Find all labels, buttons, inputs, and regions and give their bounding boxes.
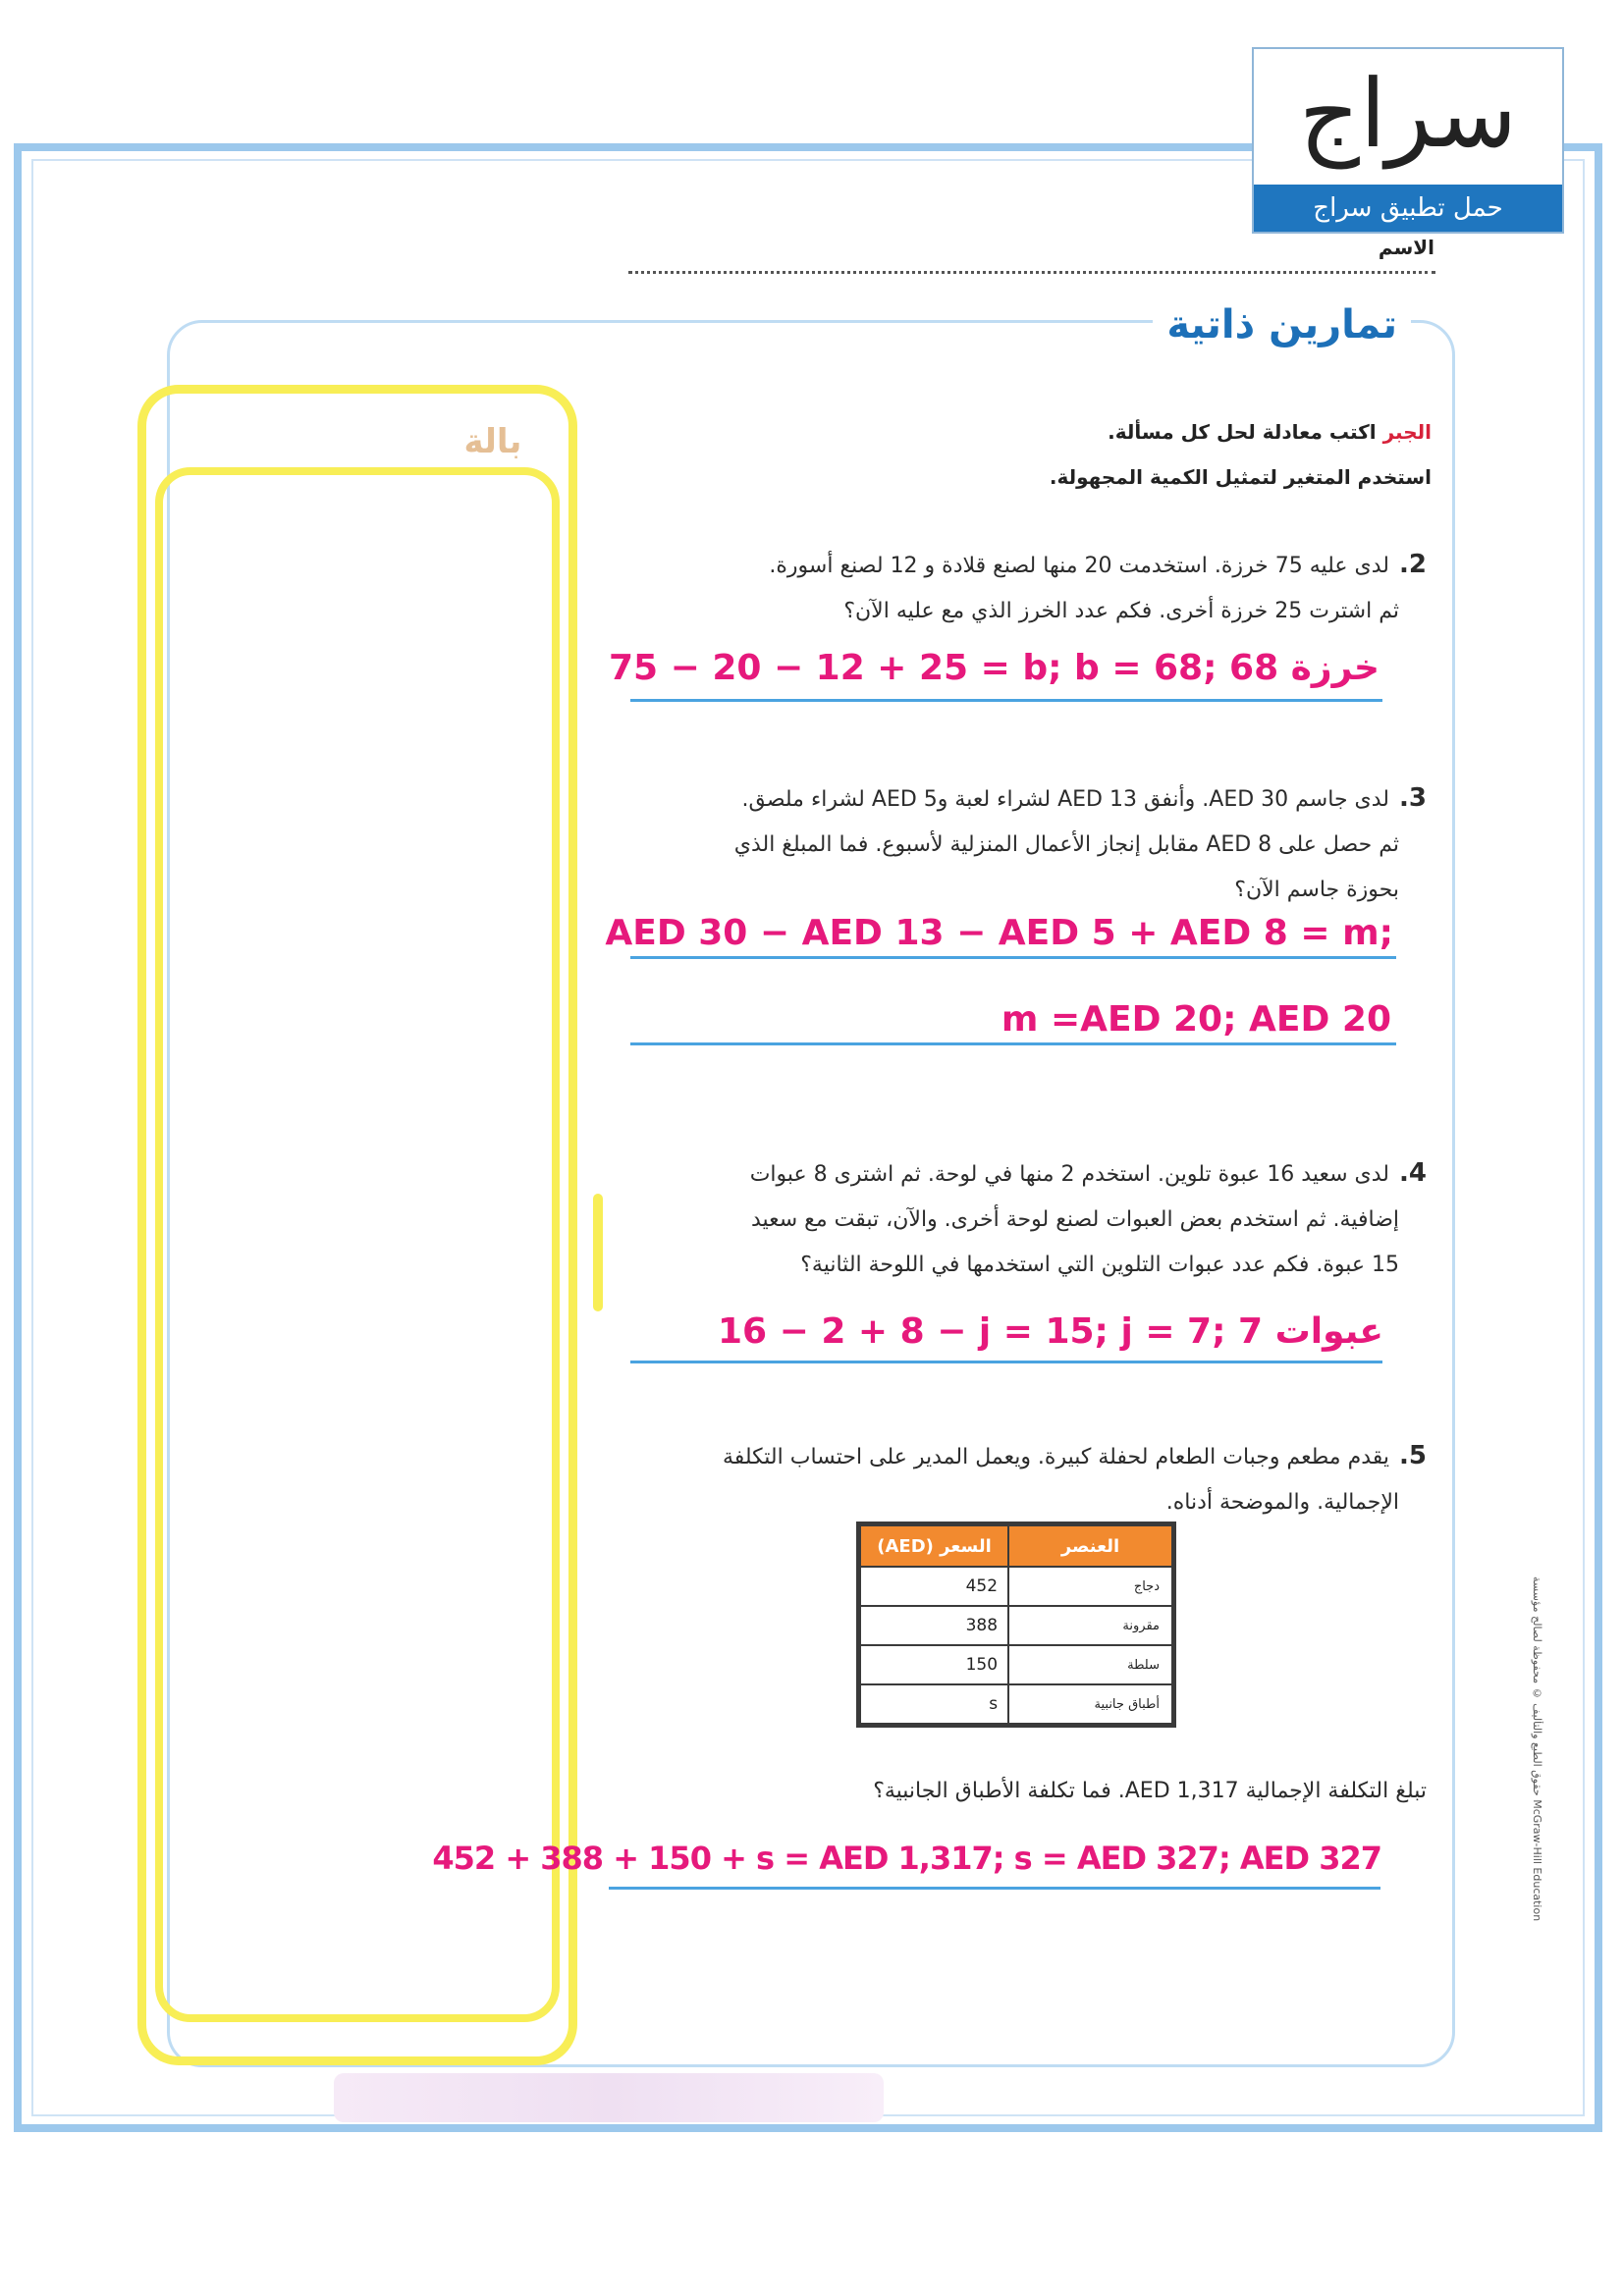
instruction-tag: الجبر	[1382, 420, 1432, 444]
table-row	[859, 1645, 1174, 1684]
answer-5: 452 + 388 + 150 + s = AED 1,317; s = AED 327; AED 327	[432, 1840, 1381, 1877]
question-3	[661, 775, 1427, 913]
table-row	[859, 1567, 1174, 1606]
answer-line	[630, 956, 1396, 959]
question-number: 2.	[1399, 550, 1427, 579]
section-title: تمارين ذاتية	[1153, 302, 1411, 347]
cost-table	[856, 1522, 1176, 1728]
question-number: 4.	[1399, 1158, 1427, 1188]
stamp-mark: بالة	[463, 422, 522, 461]
logo-tagline: حمل تطبيق سراج	[1254, 185, 1562, 232]
table-header: السعر (AED)	[859, 1524, 1009, 1568]
table-cell: 452	[859, 1567, 1009, 1606]
answer-line	[630, 1361, 1382, 1363]
question-number: 5.	[1399, 1441, 1427, 1470]
answer-line	[630, 1042, 1396, 1045]
table-cell: 388	[859, 1606, 1009, 1645]
answer-3b: m =AED 20; AED 20	[1001, 999, 1391, 1040]
table-cell: دجاج	[1008, 1567, 1173, 1606]
table-cell: مقرونة	[1008, 1606, 1173, 1645]
answer-4: 16 − 2 + 8 − j = 15; j = 7; 7 عبوات	[718, 1311, 1383, 1352]
question-text: لدى جاسم 30 AED. وأنفق 13 AED لشراء لعبة و5 AED لشراء ملصق.	[741, 787, 1390, 812]
table-row	[859, 1684, 1174, 1726]
question-5-followup: تبلغ التكلفة الإجمالية 1,317 AED. فما تكلفة الأطباق الجانبية؟	[873, 1779, 1427, 1803]
answer-line	[630, 699, 1382, 702]
question-text: الإجمالية. والموضحة أدناه.	[1165, 1490, 1399, 1515]
answer-line	[609, 1887, 1380, 1890]
copyright-note: حقوق الطبع والتأليف © محفوظة لصالح مؤسسة McGraw-Hill Education	[1531, 1576, 1543, 1922]
siraj-logo[interactable]	[1252, 47, 1564, 234]
table-cell: سلطة	[1008, 1645, 1173, 1684]
question-text: إضافية. ثم استخدم بعض العبوات لصنع لوحة أخرى. والآن، تبقت مع سعيد	[750, 1207, 1399, 1232]
question-text: ثم اشترت 25 خرزة أخرى. فكم عدد الخرز الذي مع عليه الآن؟	[843, 599, 1399, 623]
instruction-text-2: استخدم المتغير لتمثيل الكمية المجهولة.	[1049, 465, 1432, 489]
table-header: العنصر	[1008, 1524, 1173, 1568]
instruction-line-1	[1108, 420, 1432, 444]
table-cell: أطباق جانبية	[1008, 1684, 1173, 1726]
answer-2: 75 − 20 − 12 + 25 = b; b = 68; 68 خرزة	[609, 648, 1380, 688]
table-row	[859, 1606, 1174, 1645]
question-2	[661, 542, 1427, 634]
question-text: 15 عبوة. فكم عدد عبوات التلوين التي استخدمها في اللوحة الثانية؟	[800, 1253, 1399, 1277]
yellow-highlight-stroke	[593, 1194, 603, 1311]
logo-mark: سراج	[1298, 59, 1518, 169]
question-5	[661, 1433, 1427, 1525]
question-number: 3.	[1399, 783, 1427, 813]
question-text: لدى عليه 75 خرزة. استخدمت 20 منها لصنع قلادة و 12 لصنع أسورة.	[769, 554, 1390, 578]
question-text: يقدم مطعم وجبات الطعام لحفلة كبيرة. ويعمل المدير على احتساب التكلفة	[722, 1445, 1390, 1469]
answer-3a: AED 30 − AED 13 − AED 5 + AED 8 = m;	[605, 913, 1393, 953]
table-cell: 150	[859, 1645, 1009, 1684]
yellow-highlight-inner	[155, 467, 560, 2022]
instruction-text-1: اكتب معادلة لحل كل مسألة.	[1108, 420, 1377, 444]
question-text: ثم حصل على 8 AED مقابل إنجاز الأعمال المنزلية لأسبوع. فما المبلغ الذي	[733, 832, 1399, 857]
decorative-blur	[334, 2073, 884, 2122]
name-input-line[interactable]	[628, 271, 1435, 274]
question-text: بحوزة جاسم الآن؟	[1234, 878, 1399, 902]
table-header-row	[859, 1524, 1174, 1568]
name-label: الاسم	[1378, 236, 1434, 259]
question-4	[661, 1150, 1427, 1288]
table-cell: s	[859, 1684, 1009, 1726]
question-text: لدى سعيد 16 عبوة تلوين. استخدم 2 منها في لوحة. ثم اشترى 8 عبوات	[749, 1162, 1390, 1187]
